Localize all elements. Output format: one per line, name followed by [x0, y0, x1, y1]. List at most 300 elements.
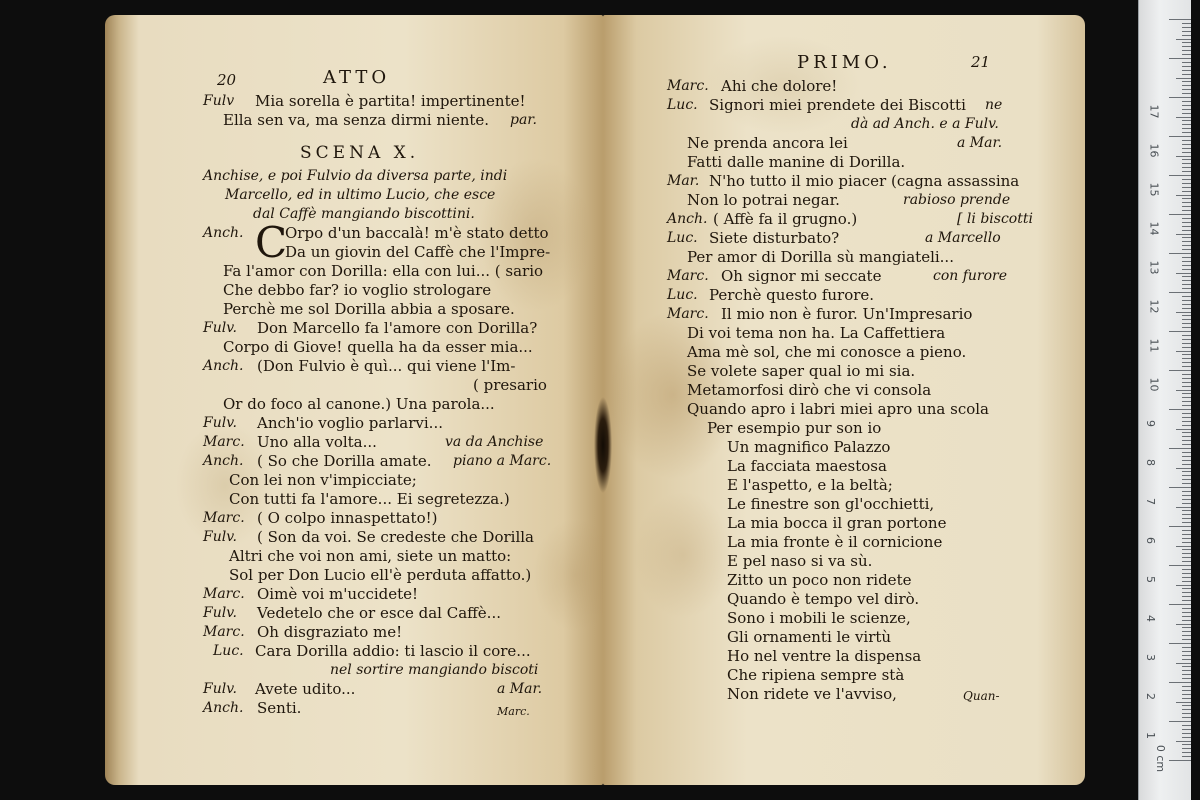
- verse-line: Quando è tempo vel dirò.: [727, 590, 920, 608]
- ruler-tick: [1169, 448, 1191, 449]
- ruler-tick: [1176, 39, 1191, 40]
- ruler-label-4: 4: [1144, 615, 1157, 622]
- ruler-tick: [1182, 413, 1191, 414]
- verse-line: Per amor di Dorilla sù mangiateli...: [687, 248, 954, 266]
- verse-line: Con lei non v'impicciate;: [229, 471, 417, 489]
- verse-line: Corpo di Giove! quella ha da esser mia...: [223, 338, 533, 356]
- ruler-tick: [1182, 674, 1191, 675]
- verse-line: ( Son da voi. Se credeste che Dorilla: [257, 528, 534, 546]
- verse-line: La facciata maestosa: [727, 457, 887, 475]
- ruler-label-7: 7: [1144, 498, 1157, 505]
- speaker: Anch.: [203, 225, 244, 241]
- stage-direction: a Marcello: [925, 230, 1001, 246]
- ruler-tick: [1182, 42, 1191, 43]
- ruler-tick: [1169, 643, 1191, 644]
- ruler-tick: [1169, 526, 1191, 527]
- verse-line: Cara Dorilla addio: ti lascio il core...: [255, 642, 531, 660]
- ruler-tick: [1182, 405, 1191, 406]
- speaker: Fulv.: [203, 605, 237, 621]
- ruler-tick: [1182, 542, 1191, 543]
- ruler-tick: [1182, 425, 1191, 426]
- ruler-tick: [1182, 729, 1191, 730]
- ruler-tick: [1182, 257, 1191, 258]
- ruler-tick: [1182, 66, 1191, 67]
- ruler-tick: [1176, 390, 1191, 391]
- ruler-tick: [1182, 651, 1191, 652]
- ruler-label-1: 1: [1144, 732, 1157, 739]
- ruler-tick: [1182, 698, 1191, 699]
- ruler-tick: [1176, 312, 1191, 313]
- ruler-tick: [1182, 635, 1191, 636]
- speaker: Anch.: [203, 453, 244, 469]
- speaker: Fulv.: [203, 681, 237, 697]
- ruler-label-6: 6: [1144, 537, 1157, 544]
- ruler-tick: [1182, 436, 1191, 437]
- verse-line: La mia bocca il gran portone: [727, 514, 947, 532]
- verse-line: Ahi che dolore!: [721, 77, 838, 95]
- ruler-tick: [1176, 117, 1191, 118]
- ruler-tick: [1182, 304, 1191, 305]
- ruler-tick: [1182, 612, 1191, 613]
- verse-line: Oh signor mi seccate: [721, 267, 882, 285]
- ruler-tick: [1176, 702, 1191, 703]
- speaker: Luc.: [667, 230, 698, 246]
- ruler-tick: [1182, 202, 1191, 203]
- speaker: Luc.: [667, 287, 698, 303]
- ruler-tick: [1169, 175, 1191, 176]
- verse-line: ( Affè fa il grugno.): [713, 210, 858, 228]
- verse-line: Che debbo far? io voglio strologare: [223, 281, 492, 299]
- verse-line: Ho nel ventre la dispensa: [727, 647, 922, 665]
- ruler-tick: [1182, 514, 1191, 515]
- ruler-tick: [1182, 460, 1191, 461]
- verse-line: Gli ornamenti le virtù: [727, 628, 892, 646]
- ruler-tick: [1182, 74, 1191, 75]
- ruler-tick: [1182, 132, 1191, 133]
- ruler-tick: [1182, 491, 1191, 492]
- stage-direction: [ li biscotti: [957, 211, 1033, 227]
- ruler-tick: [1182, 230, 1191, 231]
- ruler-tick: [1182, 577, 1191, 578]
- verse-line: Avete udito...: [255, 680, 356, 698]
- speaker: Fulv.: [203, 415, 237, 431]
- ruler-tick: [1182, 709, 1191, 710]
- page-number: 21: [971, 53, 991, 71]
- ruler-tick: [1182, 432, 1191, 433]
- ruler-tick: [1182, 694, 1191, 695]
- speaker: Anch.: [667, 211, 708, 227]
- ruler-label-3: 3: [1144, 654, 1157, 661]
- ruler-tick: [1182, 210, 1191, 211]
- ruler-tick: [1182, 686, 1191, 687]
- ruler-tick: [1182, 35, 1191, 36]
- ruler-label-10: 10: [1147, 377, 1161, 392]
- ruler-tick: [1182, 549, 1191, 550]
- ruler-tick: [1182, 218, 1191, 219]
- ruler-tick: [1182, 191, 1191, 192]
- ruler-tick: [1182, 378, 1191, 379]
- ruler-tick: [1182, 183, 1191, 184]
- ruler-tick: [1182, 315, 1191, 316]
- verse-line: ( O colpo innaspettato!): [257, 509, 438, 527]
- ruler-tick: [1182, 756, 1191, 757]
- ruler-tick: [1169, 136, 1191, 137]
- ruler-label-11: 11: [1147, 338, 1161, 353]
- ruler-tick: [1169, 331, 1191, 332]
- verse-line: Sol per Don Lucio ell'è perduta affatto.): [229, 566, 532, 584]
- ruler-tick: [1176, 273, 1191, 274]
- stage-direction: nel sortire mangiando biscoti: [330, 662, 539, 678]
- ruler-tick: [1182, 327, 1191, 328]
- speaker: Luc.: [213, 643, 244, 659]
- ruler-tick: [1182, 456, 1191, 457]
- ruler-tick: [1182, 705, 1191, 706]
- ruler-tick: [1182, 631, 1191, 632]
- ruler-tick: [1182, 573, 1191, 574]
- ruler-label-17: 17: [1147, 104, 1161, 119]
- ruler-label-2: 2: [1144, 693, 1157, 700]
- ruler-tick: [1182, 241, 1191, 242]
- verse-line: Signori miei prendete dei Biscotti: [709, 96, 966, 114]
- ruler-tick: [1169, 604, 1191, 605]
- ruler-tick: [1176, 585, 1191, 586]
- ruler-tick: [1182, 382, 1191, 383]
- ruler-tick: [1182, 510, 1191, 511]
- stage-direction: Anchise, e poi Fulvio da diversa parte, indi: [203, 168, 508, 184]
- speaker: Marc.: [667, 306, 709, 322]
- speaker: Marc.: [667, 78, 709, 94]
- ruler-tick: [1182, 690, 1191, 691]
- ruler-tick: [1182, 284, 1191, 285]
- verse-line: Quando apro i labri miei apro una scola: [687, 400, 989, 418]
- ruler-tick: [1176, 468, 1191, 469]
- ruler-tick: [1182, 733, 1191, 734]
- ruler-tick: [1182, 179, 1191, 180]
- ruler-tick: [1182, 518, 1191, 519]
- ruler-tick: [1182, 522, 1191, 523]
- verse-line: Perchè questo furore.: [709, 286, 875, 304]
- ruler-tick: [1182, 124, 1191, 125]
- ruler-tick: [1182, 561, 1191, 562]
- ruler-tick: [1182, 401, 1191, 402]
- ruler-tick: [1169, 214, 1191, 215]
- ruler-tick: [1182, 347, 1191, 348]
- ruler-tick: [1182, 140, 1191, 141]
- speaker: Luc.: [667, 97, 698, 113]
- ruler-tick: [1182, 85, 1191, 86]
- left-page: [105, 15, 603, 785]
- verse-line: ( presario: [473, 376, 547, 394]
- ruler-tick: [1169, 370, 1191, 371]
- ruler-tick: [1182, 620, 1191, 621]
- ruler-tick: [1182, 101, 1191, 102]
- ruler-tick: [1176, 78, 1191, 79]
- ruler-tick: [1182, 569, 1191, 570]
- ruler-tick: [1182, 89, 1191, 90]
- ruler-tick: [1169, 565, 1191, 566]
- page-number: 20: [217, 71, 237, 89]
- ruler-tick: [1182, 639, 1191, 640]
- ruler-tick: [1182, 538, 1191, 539]
- verse-line: Senti.: [257, 699, 302, 717]
- verse-line: Siete disturbato?: [709, 229, 840, 247]
- stage-direction: piano a Marc.: [453, 453, 552, 469]
- ruler-tick: [1182, 198, 1191, 199]
- speaker: Marc.: [667, 268, 709, 284]
- ruler-tick: [1182, 148, 1191, 149]
- stage-direction: Marcello, ed in ultimo Lucio, che esce: [225, 187, 496, 203]
- ruler-tick: [1182, 397, 1191, 398]
- ruler-tick: [1176, 351, 1191, 352]
- ruler-tick: [1182, 152, 1191, 153]
- ruler-tick: [1182, 128, 1191, 129]
- ruler-tick: [1182, 374, 1191, 375]
- ruler-tick: [1182, 479, 1191, 480]
- ruler-tick: [1182, 444, 1191, 445]
- ruler-label-9: 9: [1144, 420, 1157, 427]
- ruler-tick: [1182, 616, 1191, 617]
- running-head: PRIMO.: [797, 52, 892, 73]
- verse-line: Il mio non è furor. Un'Impresario: [721, 305, 973, 323]
- ruler-label-0: 0 cm: [1154, 744, 1168, 773]
- ruler-tick: [1182, 588, 1191, 589]
- ruler-tick: [1182, 725, 1191, 726]
- stage-direction: dà ad Anch. e a Fulv.: [851, 116, 999, 132]
- verse-line: Con tutti fa l'amore... Ei segretezza.): [229, 490, 510, 508]
- ruler-tick: [1182, 471, 1191, 472]
- ruler-tick: [1182, 659, 1191, 660]
- stage-direction: a Mar.: [497, 681, 543, 697]
- ruler-tick: [1182, 27, 1191, 28]
- ruler-tick: [1182, 288, 1191, 289]
- ruler-label-16: 16: [1147, 143, 1161, 158]
- ruler-tick: [1182, 530, 1191, 531]
- ruler-tick: [1169, 721, 1191, 722]
- verse-line: Altri che voi non ami, siete un matto:: [229, 547, 512, 565]
- ruler-tick: [1182, 339, 1191, 340]
- ruler-tick: [1176, 429, 1191, 430]
- scene-title: SCENA X.: [300, 143, 420, 163]
- running-head: ATTO: [323, 67, 391, 88]
- ruler-tick: [1182, 386, 1191, 387]
- ruler-tick: [1169, 58, 1191, 59]
- verse-line: Sono i mobili le scienze,: [727, 609, 911, 627]
- verse-line: Non ridete ve l'avviso,: [727, 685, 897, 703]
- ruler-tick: [1182, 534, 1191, 535]
- ruler-tick: [1182, 261, 1191, 262]
- verse-line: Un magnifico Palazzo: [727, 438, 891, 456]
- ruler-tick: [1182, 276, 1191, 277]
- stage-direction: rabioso prende: [903, 192, 1011, 208]
- verse-line: Perchè me sol Dorilla abbia a sposare.: [223, 300, 515, 318]
- ruler-tick: [1182, 280, 1191, 281]
- ruler-tick: [1182, 300, 1191, 301]
- ruler-tick: [1182, 113, 1191, 114]
- verse-line: Orpo d'un baccalà! m'è stato detto: [285, 224, 549, 242]
- ruler-tick: [1169, 487, 1191, 488]
- verse-line: E l'aspetto, e la beltà;: [727, 476, 893, 494]
- ruler-tick: [1182, 464, 1191, 465]
- ruler-tick: [1182, 600, 1191, 601]
- ruler-tick: [1182, 163, 1191, 164]
- ruler-tick: [1182, 70, 1191, 71]
- ruler-tick: [1169, 292, 1191, 293]
- ruler-tick: [1176, 195, 1191, 196]
- verse-line: La mia fronte è il cornicione: [727, 533, 943, 551]
- verse-line: Se volete saper qual io mi sia.: [687, 362, 916, 380]
- ruler-tick: [1176, 546, 1191, 547]
- ruler-tick: [1176, 663, 1191, 664]
- stage-direction: a Mar.: [957, 135, 1003, 151]
- verse-line: Ama mè sol, che mi conosce a pieno.: [687, 343, 967, 361]
- ruler-tick: [1176, 741, 1191, 742]
- ruler-tick: [1169, 19, 1191, 20]
- ruler-tick: [1182, 245, 1191, 246]
- ruler-tick: [1182, 440, 1191, 441]
- catchword: Marc.: [497, 705, 530, 718]
- ruler-tick: [1182, 666, 1191, 667]
- ruler-tick: [1182, 54, 1191, 55]
- ruler-tick: [1169, 97, 1191, 98]
- ruler-tick: [1182, 319, 1191, 320]
- verse-line: Le finestre son gl'occhietti,: [727, 495, 935, 513]
- ruler-tick: [1182, 93, 1191, 94]
- ruler-tick: [1182, 557, 1191, 558]
- verse-line: Non lo potrai negar.: [687, 191, 840, 209]
- ruler-tick: [1182, 452, 1191, 453]
- ruler-tick: [1176, 234, 1191, 235]
- stage-direction: ne: [985, 97, 1003, 113]
- ruler-tick: [1182, 592, 1191, 593]
- verse-line: Che ripiena sempre stà: [727, 666, 905, 684]
- verse-line: Vedetelo che or esce dal Caffè...: [257, 604, 501, 622]
- gutter-tear: [593, 395, 613, 495]
- ruler-tick: [1182, 655, 1191, 656]
- drop-cap: C: [255, 218, 288, 267]
- ruler-tick: [1182, 226, 1191, 227]
- ruler-label-15: 15: [1147, 182, 1161, 197]
- ruler-tick: [1182, 366, 1191, 367]
- verse-line: Zitto un poco non ridete: [727, 571, 912, 589]
- ruler-tick: [1182, 81, 1191, 82]
- ruler-tick: [1182, 495, 1191, 496]
- speaker: Fulv: [203, 93, 235, 109]
- ruler-tick: [1182, 269, 1191, 270]
- ruler-tick: [1182, 717, 1191, 718]
- ruler-tick: [1182, 167, 1191, 168]
- ruler-label-13: 13: [1147, 260, 1161, 275]
- speaker: Marc.: [203, 624, 245, 640]
- ruler-tick: [1182, 222, 1191, 223]
- ruler-tick: [1182, 581, 1191, 582]
- verse-line: Fatti dalle manine di Dorilla.: [687, 153, 906, 171]
- ruler-label-12: 12: [1147, 299, 1161, 314]
- verse-line: (Don Fulvio è quì... qui viene l'Im-: [257, 357, 516, 375]
- ruler-tick: [1176, 156, 1191, 157]
- ruler-tick: [1182, 475, 1191, 476]
- ruler-tick: [1176, 507, 1191, 508]
- ruler-tick: [1182, 499, 1191, 500]
- ruler-label-5: 5: [1144, 576, 1157, 583]
- ruler-tick: [1182, 343, 1191, 344]
- ruler-tick: [1182, 62, 1191, 63]
- ruler-tick: [1182, 627, 1191, 628]
- speaker: Anch.: [203, 358, 244, 374]
- right-page: [603, 15, 1085, 785]
- ruler-tick: [1182, 393, 1191, 394]
- ruler-tick: [1182, 171, 1191, 172]
- ruler-tick: [1182, 335, 1191, 336]
- ruler-label-14: 14: [1147, 221, 1161, 236]
- ruler-tick: [1182, 421, 1191, 422]
- ruler-tick: [1182, 187, 1191, 188]
- verse-line: E pel naso si va sù.: [727, 552, 873, 570]
- ruler-tick: [1182, 265, 1191, 266]
- ruler-tick: [1182, 678, 1191, 679]
- ruler-tick: [1182, 647, 1191, 648]
- stage-direction: dal Caffè mangiando biscottini.: [253, 206, 475, 222]
- ruler-tick: [1182, 323, 1191, 324]
- ruler-tick: [1182, 159, 1191, 160]
- ruler-tick: [1182, 503, 1191, 504]
- stage-direction: par.: [510, 112, 537, 128]
- verse-line: Uno alla volta...: [257, 433, 377, 451]
- ruler-tick: [1169, 760, 1191, 761]
- ruler-tick: [1169, 253, 1191, 254]
- ruler-tick: [1182, 144, 1191, 145]
- catchword: Quan-: [963, 689, 1000, 703]
- speaker: Marc.: [203, 586, 245, 602]
- verse-line: N'ho tutto il mio piacer (cagna assassina: [709, 172, 1020, 190]
- stage-direction: con furore: [933, 268, 1008, 284]
- ruler-tick: [1182, 237, 1191, 238]
- ruler-tick: [1182, 50, 1191, 51]
- speaker: Marc.: [203, 510, 245, 526]
- ruler-tick: [1182, 608, 1191, 609]
- verse-line: Or do foco al canone.) Una parola...: [223, 395, 495, 413]
- speaker: Anch.: [203, 700, 244, 716]
- verse-line: Don Marcello fa l'amore con Dorilla?: [257, 319, 538, 337]
- speaker: Fulv.: [203, 320, 237, 336]
- ruler-tick: [1182, 362, 1191, 363]
- ruler-tick: [1182, 308, 1191, 309]
- ruler-tick: [1182, 249, 1191, 250]
- verse-line: Fa l'amor con Dorilla: ella con lui... ( sario: [223, 262, 544, 280]
- ruler-tick: [1169, 682, 1191, 683]
- ruler-tick: [1182, 483, 1191, 484]
- verse-line: Ella sen va, ma senza dirmi niente.: [223, 111, 490, 129]
- verse-line: Mia sorella è partita! impertinente!: [255, 92, 526, 110]
- ruler-tick: [1182, 358, 1191, 359]
- ruler-tick: [1182, 744, 1191, 745]
- ruler-tick: [1182, 737, 1191, 738]
- ruler-tick: [1182, 105, 1191, 106]
- speaker: Marc.: [203, 434, 245, 450]
- verse-line: Metamorfosi dirò che vi consola: [687, 381, 932, 399]
- ruler-tick: [1182, 752, 1191, 753]
- ruler-label-8: 8: [1144, 459, 1157, 466]
- open-book: [105, 15, 1085, 785]
- speaker: Fulv.: [203, 529, 237, 545]
- ruler-tick: [1182, 120, 1191, 121]
- verse-line: Di voi tema non ha. La Caffettiera: [687, 324, 946, 342]
- ruler-tick: [1182, 109, 1191, 110]
- ruler-tick: [1182, 31, 1191, 32]
- ruler-tick: [1182, 713, 1191, 714]
- verse-line: Da un giovin del Caffè che l'Impre-: [285, 243, 551, 261]
- speaker: Mar.: [667, 173, 700, 189]
- ruler-tick: [1182, 296, 1191, 297]
